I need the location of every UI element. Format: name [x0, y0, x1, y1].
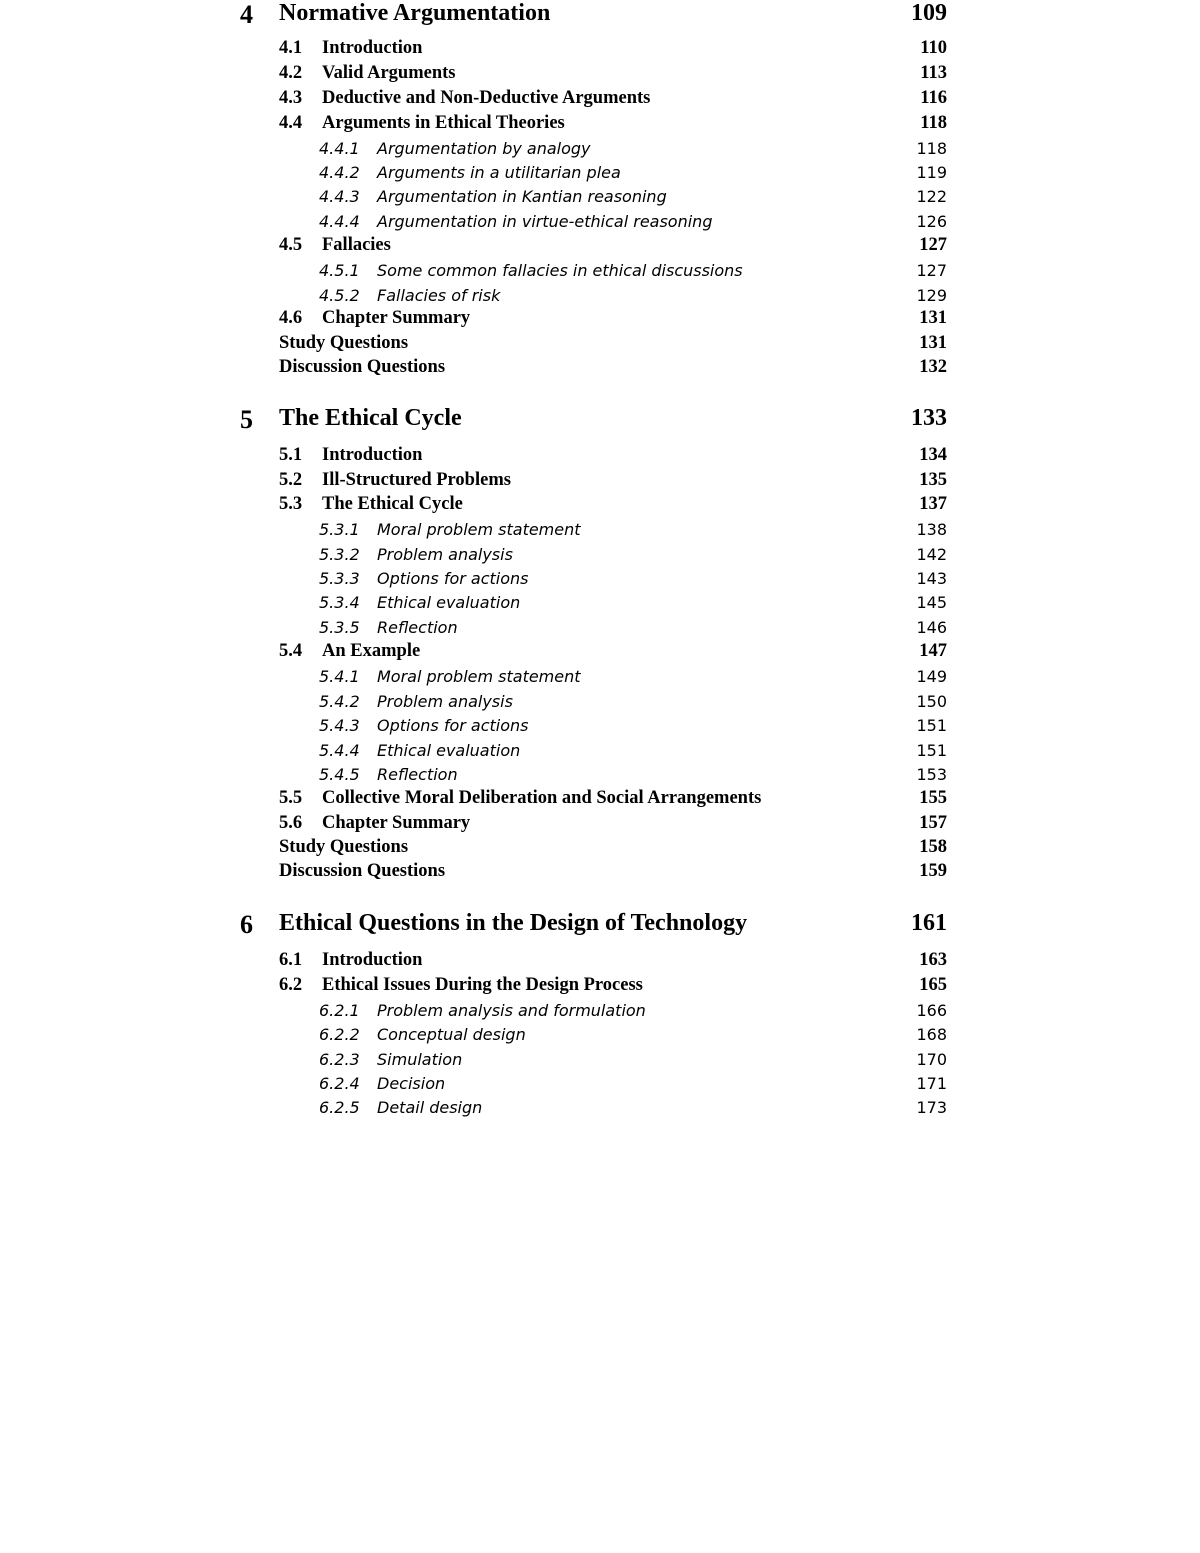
toc-entry-title: The Ethical Cycle	[279, 405, 462, 431]
toc-entry-number: 4.4.4	[319, 212, 360, 231]
toc-section-entry	[0, 975, 1200, 999]
toc-entry-title: Problem analysis and formulation	[377, 1001, 646, 1020]
toc-entry-number: 4.5	[279, 235, 303, 255]
toc-entry-page-number: 127	[919, 235, 947, 255]
toc-entry-title: Options for actions	[377, 569, 529, 588]
toc-subsection-entry	[0, 667, 1200, 691]
toc-section-entry	[0, 38, 1200, 62]
toc-entry-number: 5.3.2	[319, 545, 360, 564]
toc-entry-title: Introduction	[322, 445, 423, 465]
toc-entry-page-number: 158	[919, 837, 947, 857]
toc-section-entry	[0, 950, 1200, 974]
toc-entry-page-number: 165	[919, 975, 947, 995]
toc-entry-title: Deductive and Non-Deductive Arguments	[322, 88, 651, 108]
toc-entry-page-number: 146	[916, 618, 947, 637]
toc-subsection-entry	[0, 520, 1200, 544]
toc-section-entry	[0, 813, 1200, 837]
toc-entry-page-number: 126	[916, 212, 947, 231]
toc-entry-title: Some common fallacies in ethical discussions	[377, 261, 743, 280]
toc-section-entry	[0, 445, 1200, 469]
toc-entry-page-number: 149	[916, 667, 947, 686]
toc-entry-title: Fallacies of risk	[377, 286, 501, 305]
toc-entry-title: Simulation	[377, 1050, 463, 1069]
toc-entry-page-number: 142	[916, 545, 947, 564]
toc-entry-title: Moral problem statement	[377, 520, 581, 539]
toc-entry-page-number: 129	[916, 286, 947, 305]
toc-subsection-entry	[0, 261, 1200, 285]
toc-entry-page-number: 109	[911, 0, 947, 26]
toc-entry-page-number: 153	[916, 765, 947, 784]
toc-entry-page-number: 118	[920, 113, 947, 133]
toc-entry-page-number: 161	[911, 910, 947, 936]
toc-entry-title: Discussion Questions	[279, 861, 446, 881]
toc-entry-title: Arguments in Ethical Theories	[322, 113, 565, 133]
toc-entry-page-number: 119	[916, 163, 947, 182]
toc-entry-number: 5	[240, 405, 253, 434]
toc-subsection-entry	[0, 1074, 1200, 1098]
toc-entry-page-number: 110	[920, 38, 947, 58]
toc-entry-title: The Ethical Cycle	[322, 494, 463, 514]
toc-subsection-entry	[0, 716, 1200, 740]
toc-entry-title: Fallacies	[322, 235, 391, 255]
toc-subsection-entry	[0, 1025, 1200, 1049]
toc-entry-number: 6.2.5	[319, 1098, 360, 1117]
toc-entry-number: 4	[240, 0, 253, 29]
toc-entry-title: Ethical evaluation	[377, 741, 521, 760]
toc-entry-title: Options for actions	[377, 716, 529, 735]
toc-entry-title: Ill-Structured Problems	[322, 470, 511, 490]
toc-section-entry	[0, 357, 1200, 381]
toc-entry-page-number: 159	[919, 861, 947, 881]
toc-entry-number: 6.2.1	[319, 1001, 360, 1020]
toc-entry-title: Moral problem statement	[377, 667, 581, 686]
toc-entry-number: 6	[240, 910, 253, 939]
toc-section-entry	[0, 308, 1200, 332]
toc-entry-number: 5.3	[279, 494, 303, 514]
toc-entry-number: 5.6	[279, 813, 303, 833]
toc-entry-title: Reflection	[377, 765, 458, 784]
toc-entry-title: Normative Argumentation	[279, 0, 551, 26]
toc-entry-number: 4.3	[279, 88, 303, 108]
toc-entry-title: Argumentation in Kantian reasoning	[377, 187, 667, 206]
toc-entry-number: 5.3.4	[319, 593, 360, 612]
toc-subsection-entry	[0, 1098, 1200, 1122]
toc-entry-title: Decision	[377, 1074, 446, 1093]
toc-entry-title: Valid Arguments	[322, 63, 456, 83]
toc-entry-number: 5.1	[279, 445, 303, 465]
toc-entry-page-number: 116	[920, 88, 947, 108]
toc-entry-title: Introduction	[322, 38, 423, 58]
toc-entry-page-number: 137	[919, 494, 947, 514]
toc-entry-page-number: 151	[916, 716, 947, 735]
toc-section-entry	[0, 333, 1200, 357]
toc-entry-number: 6.1	[279, 950, 303, 970]
toc-entry-number: 5.4.5	[319, 765, 360, 784]
toc-entry-page-number: 168	[916, 1025, 947, 1044]
toc-subsection-entry	[0, 187, 1200, 211]
toc-entry-title: Ethical Questions in the Design of Technology	[279, 910, 748, 936]
toc-section-entry	[0, 88, 1200, 112]
toc-entry-title: Ethical evaluation	[377, 593, 521, 612]
toc-entry-title: Detail design	[377, 1098, 483, 1117]
toc-subsection-entry	[0, 212, 1200, 236]
toc-entry-page-number: 113	[920, 63, 947, 83]
toc-subsection-entry	[0, 1001, 1200, 1025]
toc-subsection-entry	[0, 741, 1200, 765]
toc-subsection-entry	[0, 1050, 1200, 1074]
toc-entry-page-number: 171	[916, 1074, 947, 1093]
toc-entry-page-number: 122	[916, 187, 947, 206]
toc-subsection-entry	[0, 692, 1200, 716]
toc-entry-page-number: 133	[911, 405, 947, 431]
toc-entry-number: 4.5.1	[319, 261, 360, 280]
toc-entry-number: 6.2.2	[319, 1025, 360, 1044]
toc-section-entry	[0, 494, 1200, 518]
toc-entry-page-number: 134	[919, 445, 947, 465]
toc-entry-number: 5.5	[279, 788, 303, 808]
toc-section-entry	[0, 235, 1200, 259]
toc-entry-number: 4.2	[279, 63, 303, 83]
toc-entry-title: Study Questions	[279, 333, 409, 353]
toc-section-entry	[0, 837, 1200, 861]
toc-entry-number: 5.3.3	[319, 569, 360, 588]
toc-subsection-entry	[0, 618, 1200, 642]
toc-entry-number: 4.4.2	[319, 163, 360, 182]
toc-chapter-entry	[0, 910, 1200, 944]
toc-section-entry	[0, 788, 1200, 812]
toc-subsection-entry	[0, 765, 1200, 789]
toc-section-entry	[0, 641, 1200, 665]
toc-entry-title: Chapter Summary	[322, 813, 471, 833]
toc-entry-number: 4.6	[279, 308, 303, 328]
toc-entry-page-number: 132	[919, 357, 947, 377]
toc-entry-page-number: 151	[916, 741, 947, 760]
toc-entry-page-number: 143	[916, 569, 947, 588]
toc-entry-page-number: 131	[919, 308, 947, 328]
toc-section-entry	[0, 861, 1200, 885]
toc-entry-page-number: 166	[916, 1001, 947, 1020]
toc-chapter-entry	[0, 0, 1200, 34]
toc-entry-page-number: 135	[919, 470, 947, 490]
toc-entry-page-number: 131	[919, 333, 947, 353]
toc-entry-page-number: 170	[916, 1050, 947, 1069]
toc-section-entry	[0, 470, 1200, 494]
toc-entry-title: Problem analysis	[377, 545, 513, 564]
toc-subsection-entry	[0, 286, 1200, 310]
toc-subsection-entry	[0, 545, 1200, 569]
toc-entry-number: 5.4	[279, 641, 303, 661]
toc-entry-title: Problem analysis	[377, 692, 513, 711]
toc-subsection-entry	[0, 139, 1200, 163]
toc-section-entry	[0, 63, 1200, 87]
toc-entry-title: Conceptual design	[377, 1025, 526, 1044]
toc-entry-number: 4.1	[279, 38, 303, 58]
toc-subsection-entry	[0, 593, 1200, 617]
toc-entry-title: Argumentation by analogy	[377, 139, 591, 158]
toc-entry-page-number: 118	[916, 139, 947, 158]
toc-entry-title: Study Questions	[279, 837, 409, 857]
toc-entry-title: An Example	[322, 641, 421, 661]
toc-entry-number: 4.4.3	[319, 187, 360, 206]
toc-entry-number: 5.2	[279, 470, 303, 490]
toc-entry-page-number: 155	[919, 788, 947, 808]
toc-entry-number: 5.4.4	[319, 741, 360, 760]
toc-entry-page-number: 145	[916, 593, 947, 612]
toc-entry-number: 5.4.3	[319, 716, 360, 735]
toc-entry-title: Collective Moral Deliberation and Social Arrangements	[322, 788, 762, 808]
toc-entry-page-number: 157	[919, 813, 947, 833]
toc-entry-title: Argumentation in virtue-ethical reasoning	[377, 212, 713, 231]
toc-entry-number: 5.4.2	[319, 692, 360, 711]
toc-entry-page-number: 138	[916, 520, 947, 539]
toc-subsection-entry	[0, 163, 1200, 187]
toc-entry-number: 5.3.5	[319, 618, 360, 637]
toc-entry-title: Ethical Issues During the Design Process	[322, 975, 643, 995]
toc-entry-number: 6.2.4	[319, 1074, 360, 1093]
toc-chapter-entry	[0, 405, 1200, 439]
toc-entry-title: Chapter Summary	[322, 308, 471, 328]
toc-entry-page-number: 163	[919, 950, 947, 970]
toc-entry-number: 5.4.1	[319, 667, 360, 686]
toc-entry-number: 6.2.3	[319, 1050, 360, 1069]
toc-entry-page-number: 173	[916, 1098, 947, 1117]
toc-entry-title: Arguments in a utilitarian plea	[377, 163, 621, 182]
toc-entry-page-number: 127	[916, 261, 947, 280]
toc-entry-number: 4.4	[279, 113, 303, 133]
toc-subsection-entry	[0, 569, 1200, 593]
toc-entry-title: Discussion Questions	[279, 357, 446, 377]
toc-entry-number: 6.2	[279, 975, 303, 995]
toc-entry-number: 4.5.2	[319, 286, 360, 305]
toc-entry-title: Introduction	[322, 950, 423, 970]
toc-entry-title: Reflection	[377, 618, 458, 637]
toc-entry-number: 4.4.1	[319, 139, 360, 158]
toc-entry-page-number: 147	[919, 641, 947, 661]
toc-entry-number: 5.3.1	[319, 520, 360, 539]
toc-section-entry	[0, 113, 1200, 137]
toc-entry-page-number: 150	[916, 692, 947, 711]
